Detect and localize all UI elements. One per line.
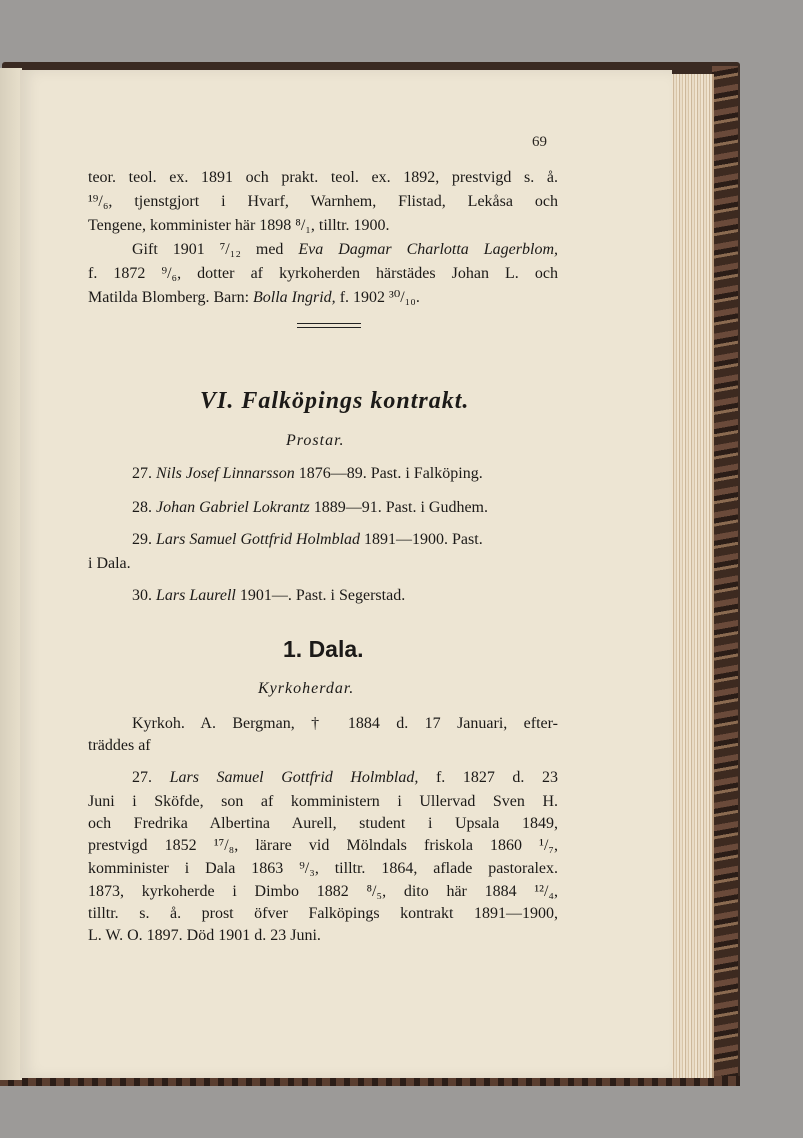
- entry-num: 27.: [132, 769, 152, 786]
- section-title: VI. Falköpings kontrakt.: [200, 388, 470, 414]
- prost-entry-28: [132, 498, 488, 518]
- prost-rest: 1889—91. Past. i Gudhem.: [309, 499, 488, 516]
- divider-rule-bottom: [297, 327, 361, 328]
- entry-first-line: [132, 768, 558, 788]
- prost-name: Nils Josef Linnarsson: [156, 465, 295, 482]
- child-name: Bolla Ingrid,: [253, 289, 336, 306]
- prostar-heading: Prostar.: [286, 432, 345, 449]
- prost-name: Lars Laurell: [156, 587, 236, 604]
- gift-line-3-suffix: f. 1902 ³⁰/₁₀.: [335, 289, 420, 306]
- entry-first-rest: f. 1827 d. 23: [418, 769, 559, 786]
- dala-intro-line-2: träddes af: [88, 737, 151, 754]
- gift-prefix: Gift 1901 ⁷/₁₂ med: [132, 241, 299, 258]
- entry-line: prestvigd 1852 ¹⁷/₈, lärare vid Mölndals friskola 1860 ¹/₇,: [88, 837, 558, 854]
- prost-rest: 1891—1900. Past.: [360, 531, 483, 548]
- prost-entry-29: [132, 530, 483, 550]
- marbled-cover-edge: [712, 66, 738, 1078]
- prost-rest: 1901—. Past. i Segerstad.: [235, 587, 406, 604]
- dala-intro-line-1: Kyrkoh. A. Bergman, † 1884 d. 17 Januari, efter-: [132, 715, 558, 732]
- prost-num: 28.: [132, 499, 152, 516]
- kyrkoherdar-heading: Kyrkoherdar.: [258, 680, 355, 697]
- prost-name: Lars Samuel Gottfrid Holmblad: [156, 531, 361, 548]
- prost-entry-29-cont: i Dala.: [88, 555, 131, 572]
- divider-rule-top: [297, 323, 361, 324]
- entry-line: L. W. O. 1897. Död 1901 d. 23 Juni.: [88, 927, 321, 944]
- entry-line: tilltr. s. å. prost öfver Falköpings kontrakt 1891—1900,: [88, 905, 558, 922]
- entry-line: Juni i Sköfde, son af komministern i Ullervad Sven H.: [88, 793, 558, 810]
- prost-rest: 1876—89. Past. i Falköping.: [294, 465, 483, 482]
- page-stack-edges: [668, 74, 714, 1078]
- entry-line: 1873, kyrkoherde i Dimbo 1882 ⁸/₅, dito här 1884 ¹²/₄,: [88, 883, 558, 900]
- prost-entry-27: [132, 464, 483, 484]
- page-number: 69: [532, 134, 547, 150]
- prost-num: 27.: [132, 465, 152, 482]
- prost-entry-30: [132, 586, 405, 606]
- gift-line-3-prefix: Matilda Blomberg. Barn:: [88, 289, 254, 306]
- intro-line-3: Tengene, komminister här 1898 ⁸/₁, tilltr. 1900.: [88, 217, 390, 234]
- prost-num: 29.: [132, 531, 152, 548]
- entry-name: Lars Samuel Gottfrid Holmblad,: [169, 769, 419, 786]
- spouse-name: Eva Dagmar Charlotta Lagerblom,: [298, 241, 559, 258]
- prost-num: 30.: [132, 587, 152, 604]
- gift-line-2: f. 1872 ⁹/₆, dotter af kyrkoherden härstädes Johan L. och: [88, 265, 558, 282]
- entry-line: komminister i Dala 1863 ⁹/₃, tilltr. 1864, aflade pastoralex.: [88, 860, 558, 877]
- intro-line-2: ¹⁹/₆, tjenstgjort i Hvarf, Warnhem, Flistad, Lekåsa och: [88, 193, 558, 210]
- parish-title: 1. Dala.: [283, 636, 364, 662]
- gift-line-1: [132, 240, 558, 260]
- left-page-edge: [0, 68, 22, 1080]
- intro-line-1: teor. teol. ex. 1891 och prakt. teol. ex. 1892, prestvigd s. å.: [88, 169, 558, 186]
- prost-name: Johan Gabriel Lokrantz: [156, 499, 310, 516]
- entry-line: och Fredrika Albertina Aurell, student i Upsala 1849,: [88, 815, 558, 832]
- gift-line-3: [88, 288, 558, 308]
